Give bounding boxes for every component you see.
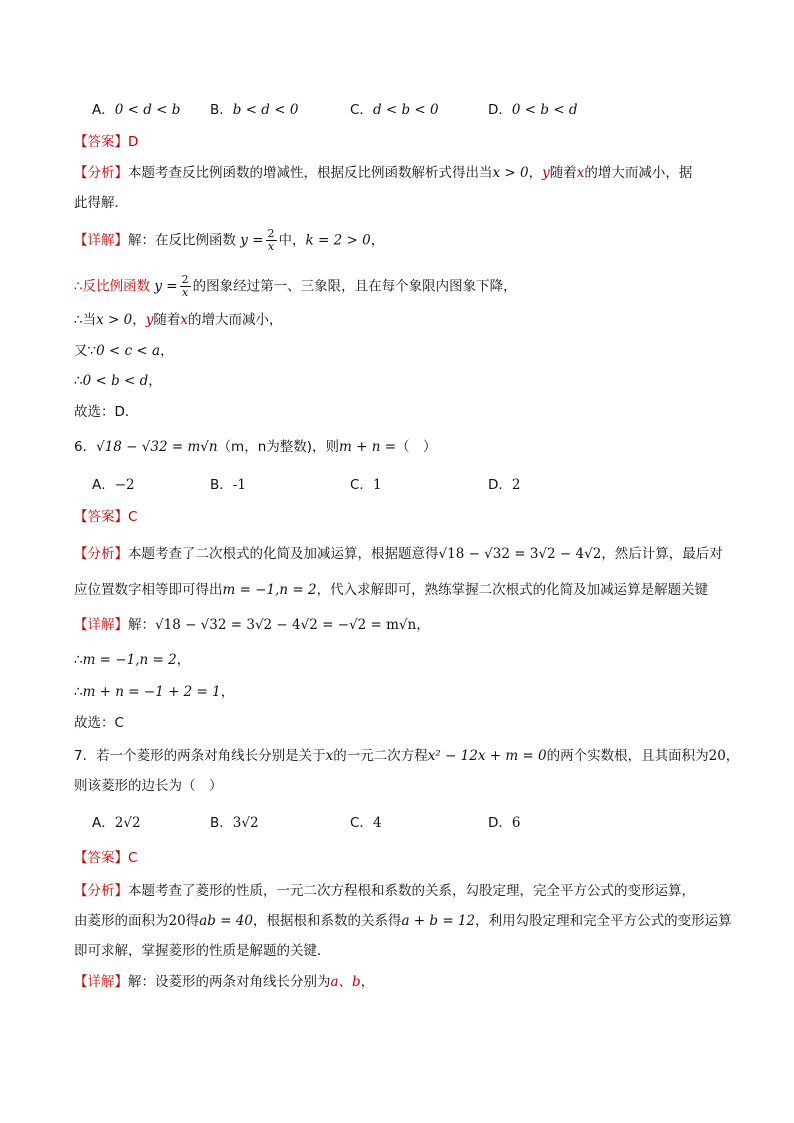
q6-stem: 6．√18 − √32 = m√n（m，n为整数)，则m + n =（ ） (74, 439, 437, 455)
q5-detail-line-1: 【详解】解：在反比例函数 y = $\frac{2}{x}$ 中，k = 2 > 0， (74, 227, 385, 253)
q6-detail-line-1: 【详解】解：√18 − √32 = 3√2 − 4√2 = −√2 = m√n， (74, 617, 430, 633)
q5-option-d: D．0 < b < d (488, 102, 578, 118)
q6-analysis-line-2: 应位置数字相等即可得出m = −1,n = 2，代入求解即可，熟练掌握二次根式的化简及加减运算是解题关键 (74, 582, 709, 598)
q6-option-c: C．1 (350, 477, 382, 493)
q7-analysis-line-2: 由菱形的面积为20得ab = 40，根据根和系数的关系得a + b = 12，利用勾股定理和完全平方公式的变形运算 (74, 913, 732, 929)
q5-option-c: C．d < b < 0 (350, 102, 439, 118)
q5-option-b: B．b < d < 0 (210, 102, 299, 118)
q6-detail-line-2: ∴m = −1,n = 2， (74, 652, 191, 668)
q5-analysis-line-1: 【分析】本题考查反比例函数的增减性，根据反比例函数解析式得出当x > 0，y随着x的增大而减小，据 (74, 165, 693, 181)
q5-fraction: $\frac{2}{x}$ (267, 227, 275, 253)
q5-choose: 故选：D． (74, 404, 139, 420)
q7-option-b: B．3√2 (210, 815, 259, 831)
q6-option-b: B．-1 (210, 477, 246, 493)
q7-option-a: A．2√2 (92, 815, 141, 831)
q5-detail-line-4: 又∵0 < c < a， (74, 343, 174, 359)
q6-option-d: D．2 (488, 477, 521, 493)
q5-option-a: A．0 < d < b (92, 102, 181, 118)
q5-analysis-line-2: 此得解． (74, 195, 128, 211)
q6-detail-line-3: ∴m + n = −1 + 2 = 1， (74, 684, 235, 700)
q5-detail-line-5: ∴0 < b < d， (74, 373, 162, 389)
q6-answer: 【答案】C (74, 509, 138, 525)
q7-analysis-line-1: 【分析】本题考查了菱形的性质，一元二次方程根和系数的关系，勾股定理，完全平方公式的变形运算， (74, 883, 695, 899)
q7-answer: 【答案】C (74, 850, 138, 866)
q7-detail-line-1: 【详解】解：设菱形的两条对角线长分别为a、b， (74, 974, 375, 990)
q6-analysis-line-1: 【分析】本题考查了二次根式的化简及加减运算，根据题意得√18 − √32 = 3√2 − 4√2，然后计算，最后对 (74, 546, 723, 562)
q7-option-c: C．4 (350, 815, 382, 831)
q5-answer: 【答案】D (74, 134, 139, 150)
q7-stem-line-2: 则该菱形的边长为（ ） (74, 778, 223, 794)
q7-stem-line-1: 7．若一个菱形的两条对角线长分别是关于x的一元二次方程x² − 12x + m = 0的两个实数根，且其面积为20， (74, 748, 740, 764)
q7-option-d: D．6 (488, 815, 521, 831)
q5-detail-line-2: ∴反比例函数 y = $\frac{2}{x}$ 的图象经过第一、三象限，且在每个象限内图象下降， (74, 273, 517, 299)
q6-choose: 故选：C (74, 715, 124, 731)
q5-detail-line-3: ∴当x > 0，y随着x的增大而减小， (74, 312, 283, 328)
q7-analysis-line-3: 即可求解，掌握菱形的性质是解题的关键． (74, 943, 331, 959)
q6-option-a: A．−2 (92, 477, 135, 493)
q5-fraction-2: $\frac{2}{x}$ (181, 273, 189, 299)
